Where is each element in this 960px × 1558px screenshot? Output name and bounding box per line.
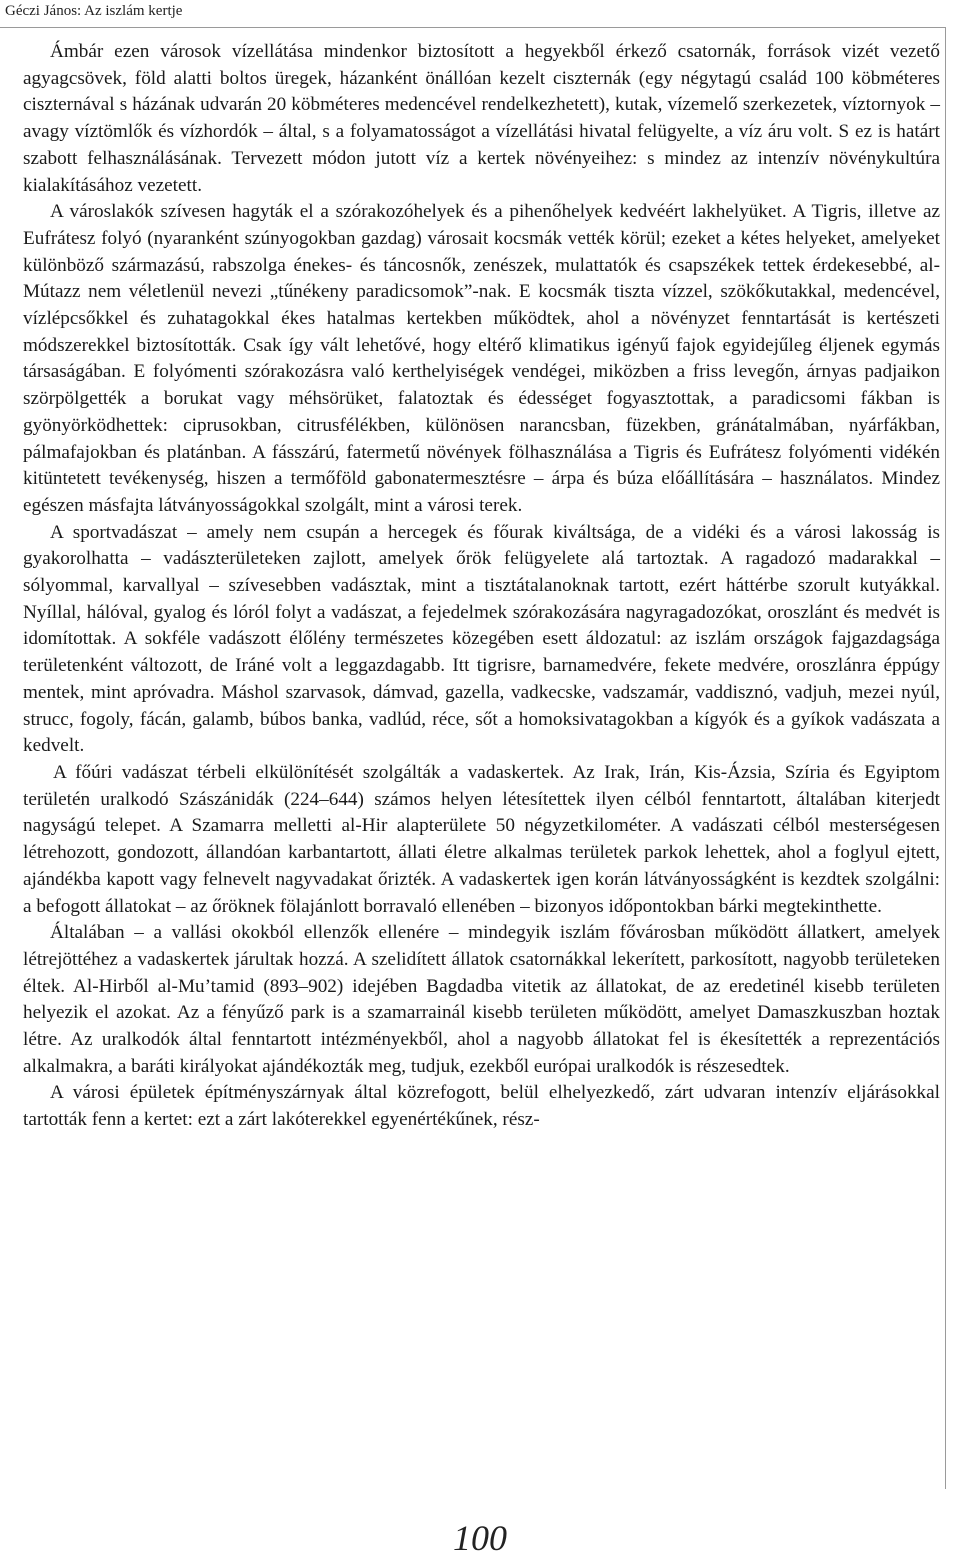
paragraph-6: A városi épületek építményszárnyak által közrefogott, belül elhelyezkedő, zárt udvaran intenzív eljárásokkal tartották fenn a kertet: ezt a zárt lakóterekkel egyenértékűnek, rész- [23,1082,940,1131]
margin-rule [945,27,946,1489]
paragraph-5: Általában – a vallási okokból ellenzők ellenére – mindegyik iszlám fővárosban működött állatkert, amelyek létrejöttéhez a vadaskertek járultak hozzá. A szelidített állatok csatornákkal lekerített, parkosított, nagyobb területeken éltek. Al-Hirből al-Mu’tamid (893–902) idejében Bagdadba vitetik az állatokat, de az eredetinél kisebb területen helyezik el azokat. Az a fényűző park is a szamarrainál kisebb területen működött, amelyet Damaszkuszban hoztak létre. Az uralkodók által fenntartott intézményekből, ahol a nagyobb állatokat fel is ékesítették a reprezentációs alkalmakra, a baráti királyokat ajándékozták meg, tudjuk, ezekből európai uralkodók is részesedtek. [23,922,940,1077]
paragraph-1: Ámbár ezen városok vízellátása mindenkor biztosított a hegyekből érkező csatornák, források vizét vezető agyagcsövek, föld alatti boltos üregek, házanként önállóan kezelt ciszternák (egy négytagú család 100 köbméteres ciszternával s házának udvarán 20 köbméteres medencével rendelkezhetett), kutak, vízemelő szerkezetek, víztornyok – avagy víztömlők és vízhordók – által, s a folyamatosságot a vízellátási hivatal felügyelte, a víz áru volt. S ez is határt szabott felhasználásának. Tervezett módon jutott víz a kertek növényeihez: s mindez az intenzív növénykultúra kialakításához vezetett. [23,41,940,196]
header-rule [0,27,946,28]
paragraph-4: A főúri vadászat térbeli elkülönítését szolgálták a vadaskertek. Az Irak, Irán, Kis-Ázsia, Szíria és Egyiptom területén uralkodó Szászánidák (224–644) számos helyen létesítettek ilyen célból fenntartott, általában kiterjedt nagyságú telepet. A Szamarra melletti al-Hir alapterülete 50 négyzetkilométer. A vadászati célból mesterségesen létrehozott, gondozott, állandóan karbantartott, állati életre alkalmas területek parkok lehettek, ahol a foglyul ejtett, ajándékba kapott vagy felnevelt nagyvadakat őrizték. A vadaskertek igen korán látványosságként is kezdtek szolgálni: a befogott állatokat – az őröknek fölajánlott borravaló ellenében – bizonyos időpontokban bárki megtekinthette. [23,761,940,917]
page-number: 100 [453,1518,507,1558]
paragraph-2: A városlakók szívesen hagyták el a szórakozóhelyek és a pihenőhelyek kedvéért lakhelyüket. A Tigris, illetve az Eufrátesz folyó (nyaranként szúnyogokban gazdag) városait kocsmák vették körül; ezeket a kétes helyeket, amelyeket különböző származású, rabszolga énekes- és táncosnők, zenészek, mulattatók és csapszékek tettek érdekesebbé, al-Mútazz nem véletlenül nevezi „tűnékeny paradicsomok”-nak. E kocsmák tiszta vízzel, szökőkutakkal, medencével, vízlépcsőkkel és zuhatagokkal ékes hatalmas kertekben működtek, ahol a növényzet fenntartását is kertészeti módszerekkel biztosították. Csak így vált lehetővé, hogy eltérő klimatikus igényű fajok egyidejűleg éljenek egymás társaságában. E folyómenti szórakozásra való kerthelyiségek vendégei, miközben a friss levegőn, árnyas padjaikon szörpölgették a borukat vagy méhsörüket, falatoztak és édességet fogyasztottak, a paradicsomi fákban is gyönyörködhettek: ciprusokban, citrusfélékben, különösen narancsban, füzekben, gránátalmában, nyárfákban, pálmafajokban és platánban. A fásszárú, fatermetű növények fölhasználása a Tigris és Eufrátesz folyómenti vidékén kitüntetett tevékenység, hiszen a termőföld gabonatermesztésre – árpa és búza előállítására – használatos. Mindez egészen másfajta látványosságokkal szolgált, mint a városi terek. [23,201,940,516]
running-head: Géczi János: Az iszlám kertje [5,3,183,19]
paragraph-3: A sportvadászat – amely nem csupán a hercegek és főurak kiváltsága, de a vidéki és a városi lakosság is gyakorolhatta – vadászterületeken zajlott, amelyek őrök felügyelete alá tartoztak. A ragadozó madarakkal – sólyommal, karvallyal – szívesebben vadásztak, mint a tisztátalanoknak tartott, ezért háttérbe szorult kutyákkal. Nyíllal, hálóval, gyalog és lóról folyt a vadászat, a fejedelmek szórakozására nagyragadozókat, oroszlánt és medvét is idomítottak. A sokféle vadászott élőlény természetes közegében esett áldozatul: az iszlám országok fajgazdagsága területenként változott, de Iráné volt a leggazdagabb. Itt tigrisre, barnamedvére, fekete medvére, oroszlánra éppúgy mentek, mint apróvadra. Máshol szarvasok, dámvad, gazella, vadkecske, vadszamár, vaddisznó, vadjuh, mezei nyúl, strucc, fogoly, fácán, galamb, búbos banka, vadlúd, réce, sőt a homoksivatagokban a kígyók és a gyíkok vadászata a kedvelt. [23,521,940,757]
text-body [23,39,940,1134]
